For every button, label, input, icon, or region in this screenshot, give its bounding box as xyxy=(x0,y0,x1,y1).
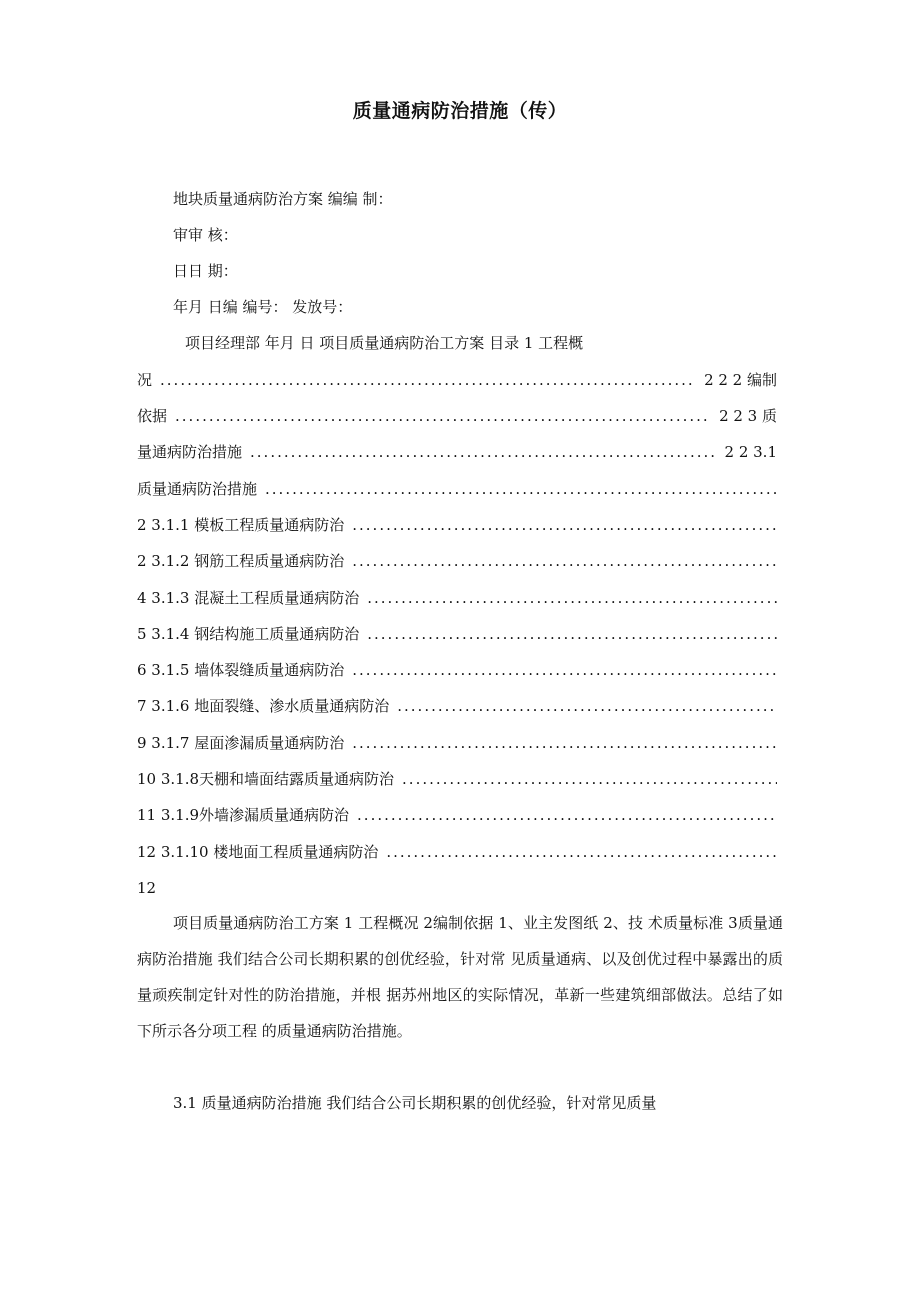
toc-row xyxy=(137,406,777,426)
toc-entry-text: 12 3.1.10 楼地面工程质量通病防治 xyxy=(137,843,379,861)
toc-entry-text: 2 3.1.1 模板工程质量通病防治 xyxy=(137,516,345,534)
toc-row xyxy=(137,696,777,716)
toc-entry-text: 5 3.1.4 钢结构施工质量通病防治 xyxy=(137,625,360,643)
body-paragraph: 项目质量通病防治工方案 1 工程概况 2编制依据 1、业主发图纸 2、技 术质量标准 3质量通病防治措施 我们结合公司长期积累的创优经验，针对常 见质量通病、以及创优过程中暴露出的质量顽疾制定针对性的防治措施，并根 据苏州地区的实际情况，革新一些建筑细部做法。总结了如下所示各分项工程 的质量通病防治措施。 xyxy=(137,914,783,1040)
toc-leader-dots xyxy=(352,660,777,680)
toc-entry-text: 量通病防治措施 xyxy=(137,443,243,461)
toc-entry-text: 4 3.1.3 混凝土工程质量通病防治 xyxy=(137,589,360,607)
header-line-plan: 地块质量通病防治方案 编编 制： xyxy=(173,190,393,208)
toc-row xyxy=(137,769,777,789)
toc-row xyxy=(137,551,777,571)
toc-row xyxy=(137,479,777,499)
toc-leader-dots xyxy=(352,733,777,753)
toc-leader-dots xyxy=(265,479,777,499)
toc-entry-text: 质量通病防治措施 xyxy=(137,480,258,498)
toc-entry-text: 依据 xyxy=(137,407,168,425)
toc-leader-dots xyxy=(160,370,696,390)
document-title: 质量通病防治措施（传） xyxy=(352,100,568,122)
toc-row xyxy=(137,515,777,535)
toc-entry-text: 况 xyxy=(137,371,153,389)
toc-row xyxy=(137,733,777,753)
toc-row xyxy=(137,370,777,390)
toc-row xyxy=(137,660,777,680)
toc-page-number: 2 2 3.1 xyxy=(724,443,777,461)
toc-row xyxy=(137,442,777,462)
toc-leader-dots xyxy=(367,588,777,608)
toc-leader-dots xyxy=(386,842,777,862)
toc-leader-dots xyxy=(402,769,777,789)
toc-entry-text: 10 3.1.8天棚和墙面结露质量通病防治 xyxy=(137,770,395,788)
toc-page-number: 2 2 3 质 xyxy=(719,407,777,425)
toc-page-number: 2 2 2 编制 xyxy=(704,371,777,389)
toc-row xyxy=(137,588,777,608)
toc-row xyxy=(137,842,777,862)
toc-entry-text: 2 3.1.2 钢筋工程质量通病防治 xyxy=(137,552,345,570)
toc-leader-dots xyxy=(357,805,777,825)
header-line-number: 年月 日编 编号： 发放号： xyxy=(173,298,353,316)
toc-leader-dots xyxy=(352,515,777,535)
toc-row xyxy=(137,624,777,644)
toc-last-page-number: 12 xyxy=(137,879,157,897)
body-paragraph: 3.1 质量通病防治措施 我们结合公司长期积累的创优经验，针对常见质量 xyxy=(173,1094,657,1112)
toc-leader-dots xyxy=(250,442,717,462)
toc-leader-dots xyxy=(397,696,777,716)
toc-entry-text: 7 3.1.6 地面裂缝、渗水质量通病防治 xyxy=(137,697,390,715)
toc-entry-text: 9 3.1.7 屋面渗漏质量通病防治 xyxy=(137,734,345,752)
toc-row xyxy=(137,805,777,825)
toc-leader-dots xyxy=(175,406,711,426)
toc-leader-dots xyxy=(352,551,777,571)
toc-leader-dots xyxy=(367,624,777,644)
header-line-date: 日日 期： xyxy=(173,262,238,280)
toc-entry-text: 6 3.1.5 墙体裂缝质量通病防治 xyxy=(137,661,345,679)
toc-entry-text: 11 3.1.9外墙渗漏质量通病防治 xyxy=(137,806,350,824)
toc-intro: 项目经理部 年月 日 项目质量通病防治工方案 目录 1 工程概 xyxy=(185,334,584,352)
header-line-review: 审审 核： xyxy=(173,226,238,244)
